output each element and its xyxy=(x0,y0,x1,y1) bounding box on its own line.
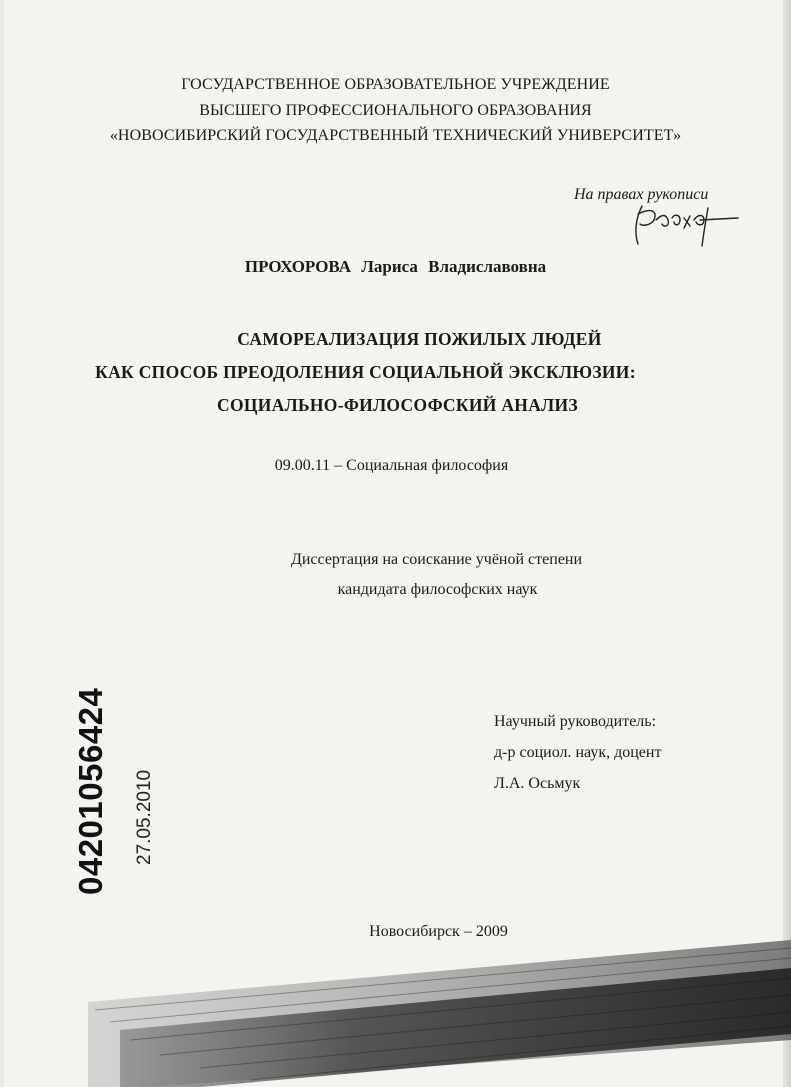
degree-line-2: кандидата философских наук xyxy=(337,581,538,598)
city-year: Новосибирск – 2009 xyxy=(369,923,508,940)
author-first-name: Лариса xyxy=(361,257,418,276)
title-line-3: СОЦИАЛЬНО-ФИЛОСОФСКИЙ АНАЛИЗ xyxy=(217,395,578,415)
degree-line-1: Диссертация на соискание учёной степени xyxy=(290,551,583,568)
page-edge-left xyxy=(0,0,4,1087)
signature-icon xyxy=(628,196,740,248)
title-line-2: КАК СПОСОБ ПРЕОДОЛЕНИЯ СОЦИАЛЬНОЙ ЭКСКЛЮЗИИ: xyxy=(95,362,636,382)
stamp-date: 27.05.2010 xyxy=(134,769,155,865)
title-line-1: САМОРЕАЛИЗАЦИЯ ПОЖИЛЫХ ЛЮДЕЙ xyxy=(237,329,602,349)
adviser-degree: д-р социол. наук, доцент xyxy=(494,744,662,761)
institution-line-1: ГОСУДАРСТВЕННОЕ ОБРАЗОВАТЕЛЬНОЕ УЧРЕЖДЕНИЕ xyxy=(181,76,610,93)
specialty: 09.00.11 – Социальная философия xyxy=(274,457,509,474)
stamp-number: 04201056424 xyxy=(72,687,109,895)
manuscript-note: На правах рукописи xyxy=(574,186,709,203)
author-name xyxy=(0,257,791,277)
institution-line-2: ВЫСШЕГО ПРОФЕССИОНАЛЬНОГО ОБРАЗОВАНИЯ xyxy=(199,102,592,119)
adviser-name: Л.А. Осьмук xyxy=(494,775,581,792)
author-surname: ПРОХОРОВА xyxy=(244,257,351,276)
library-stamp xyxy=(72,655,172,895)
author-patronymic: Владиславовна xyxy=(428,257,547,276)
scientific-adviser xyxy=(494,706,661,799)
institution-line-3: «НОВОСИБИРСКИЙ ГОСУДАРСТВЕННЫЙ ТЕХНИЧЕСКИЙ УНИВЕРСИТЕТ» xyxy=(109,127,682,144)
adviser-label: Научный руководитель: xyxy=(494,713,657,730)
